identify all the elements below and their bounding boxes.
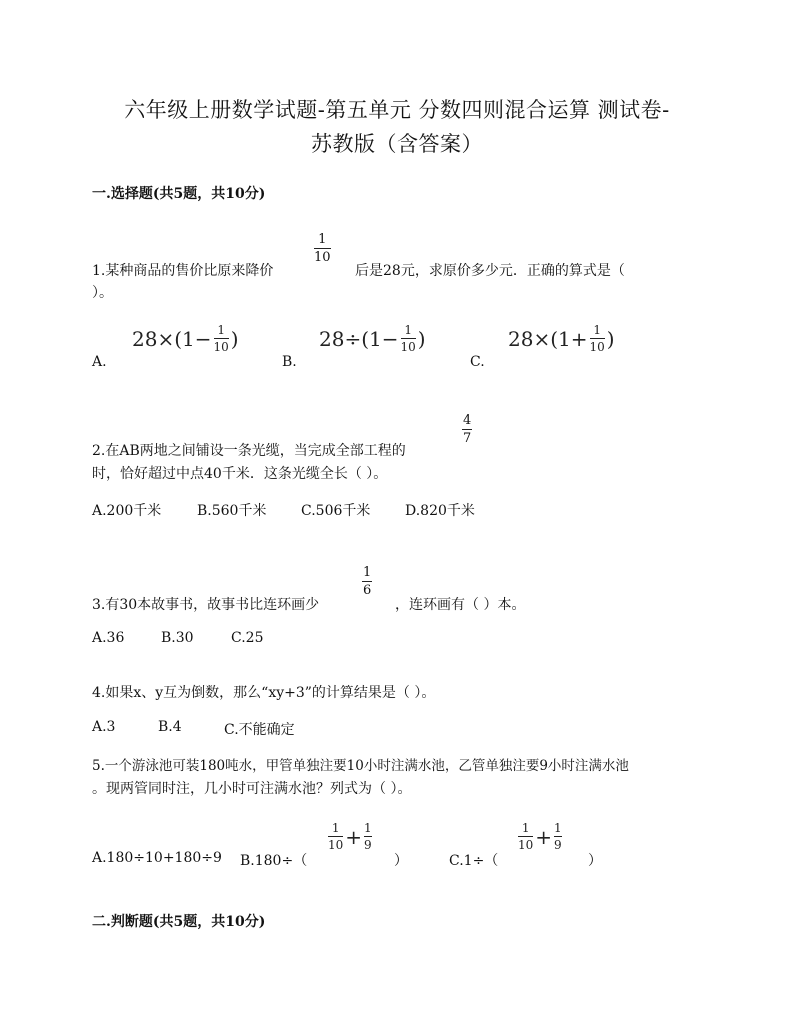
expr-op: +: [535, 824, 553, 849]
q1-option-c-label[interactable]: C.: [470, 354, 485, 370]
expr-fraction: [590, 324, 605, 353]
expr-lhs: 28: [508, 326, 534, 351]
q3-option-c[interactable]: C.25: [231, 630, 264, 646]
expr-frac-num: 1: [331, 821, 340, 835]
q3-frac-num: 1: [363, 565, 372, 580]
q2-frac-den: 7: [463, 431, 472, 446]
q5-option-b-suffix: ）: [394, 853, 408, 869]
expr-fraction: [214, 324, 229, 353]
q5-line1: 5.一个游泳池可装180吨水，甲管单独注要10小时注满水池，乙管单独注要9小时注满水池: [92, 758, 629, 774]
expr-frac-den: 10: [589, 340, 605, 354]
expr-frac-den: 10: [400, 340, 416, 354]
expr-fraction: [554, 822, 562, 851]
expr-frac-num: 1: [554, 821, 562, 835]
expr-fraction: [401, 324, 416, 353]
expr-frac-num: 1: [364, 821, 372, 835]
q4-option-b[interactable]: B.4: [158, 719, 182, 735]
q1-fraction: [314, 233, 331, 264]
q1-option-b-expr[interactable]: [319, 324, 426, 353]
q5-line2: 。现两管同时注，几小时可注满水池？列式为（ ）。: [92, 781, 412, 797]
expr-op: ÷: [344, 326, 362, 351]
expr-fraction: [328, 822, 343, 851]
expr-lhs: 28: [132, 326, 158, 351]
expr-mid: −: [381, 326, 399, 351]
q3-text-b: ，连环画有（ ）本。: [395, 597, 526, 613]
expr-frac-den: 10: [518, 838, 534, 852]
expr-frac-den: 9: [554, 838, 562, 852]
expr-frac-num: 1: [404, 323, 412, 337]
q1-text-c: ）。: [92, 285, 113, 301]
expr-frac-num: 1: [593, 323, 601, 337]
expr-fraction: [364, 822, 372, 851]
page-title-line2: 苏教版（含答案）: [311, 132, 483, 156]
expr-open: (1: [174, 326, 195, 351]
q2-option-d[interactable]: D.820千米: [405, 503, 475, 519]
q3-option-a[interactable]: A.36: [92, 630, 125, 646]
q1-frac-num: 1: [318, 232, 327, 247]
q5-option-c-suffix: ）: [588, 853, 602, 869]
q4-option-a[interactable]: A.3: [92, 719, 116, 735]
q5-option-b-prefix[interactable]: B.180÷（: [240, 853, 308, 869]
section-heading-choice: 一.选择题(共5题，共10分): [92, 186, 266, 202]
q2-frac-num: 4: [463, 413, 472, 428]
q3-fraction: [362, 566, 372, 597]
q1-option-a-label[interactable]: A.: [92, 354, 107, 370]
expr-op: +: [345, 824, 363, 849]
expr-lhs: 28: [319, 326, 345, 351]
q2-option-b[interactable]: B.560千米: [197, 503, 267, 519]
q2-line2: 时，恰好超过中点40千米．这条光缆全长（ ）。: [92, 466, 388, 482]
expr-frac-den: 10: [328, 838, 344, 852]
q2-line1: 2.在AB两地之间铺设一条光缆，当完成全部工程的: [92, 443, 406, 459]
expr-fraction: [518, 822, 533, 851]
expr-frac-num: 1: [521, 821, 530, 835]
expr-op: ×: [157, 326, 175, 351]
expr-op: ×: [533, 326, 551, 351]
expr-close: ): [417, 326, 426, 351]
page-title-line1: 六年级上册数学试题-第五单元 分数四则混合运算 测试卷-: [124, 98, 670, 122]
q3-frac-den: 6: [363, 583, 372, 598]
section-heading-judge: 二.判断题(共5题，共10分): [92, 914, 266, 930]
expr-open: (1: [550, 326, 571, 351]
q4-text: 4.如果x、y互为倒数，那么“xy+3”的计算结果是（ ）。: [92, 685, 436, 701]
expr-frac-num: 1: [217, 323, 225, 337]
q1-text-a: 1.某种商品的售价比原来降价: [92, 263, 274, 279]
expr-mid: −: [194, 326, 212, 351]
q5-option-a[interactable]: A.180÷10+180÷9: [92, 850, 222, 866]
expr-close: ): [230, 326, 239, 351]
q5-option-c-prefix[interactable]: C.1÷（: [449, 853, 499, 869]
q2-option-a[interactable]: A.200千米: [92, 503, 162, 519]
q1-option-a-expr[interactable]: [132, 324, 239, 353]
expr-open: (1: [361, 326, 382, 351]
q1-option-c-expr[interactable]: [508, 324, 615, 353]
q2-option-c[interactable]: C.506千米: [301, 503, 371, 519]
q3-option-b[interactable]: B.30: [161, 630, 194, 646]
expr-frac-den: 10: [213, 340, 229, 354]
q5-option-b-sum: [326, 822, 374, 851]
expr-close: ): [606, 326, 615, 351]
q3-text-a: 3.有30本故事书，故事书比连环画少: [92, 597, 320, 613]
q2-fraction: [462, 414, 472, 445]
q4-option-c[interactable]: C.不能确定: [224, 722, 295, 738]
q5-option-c-sum: [516, 822, 564, 851]
q1-frac-den: 10: [314, 250, 331, 265]
expr-frac-den: 9: [364, 838, 372, 852]
expr-mid: +: [570, 326, 588, 351]
q1-text-b: 后是28元，求原价多少元．正确的算式是（: [355, 263, 625, 279]
q1-option-b-label[interactable]: B.: [282, 354, 297, 370]
